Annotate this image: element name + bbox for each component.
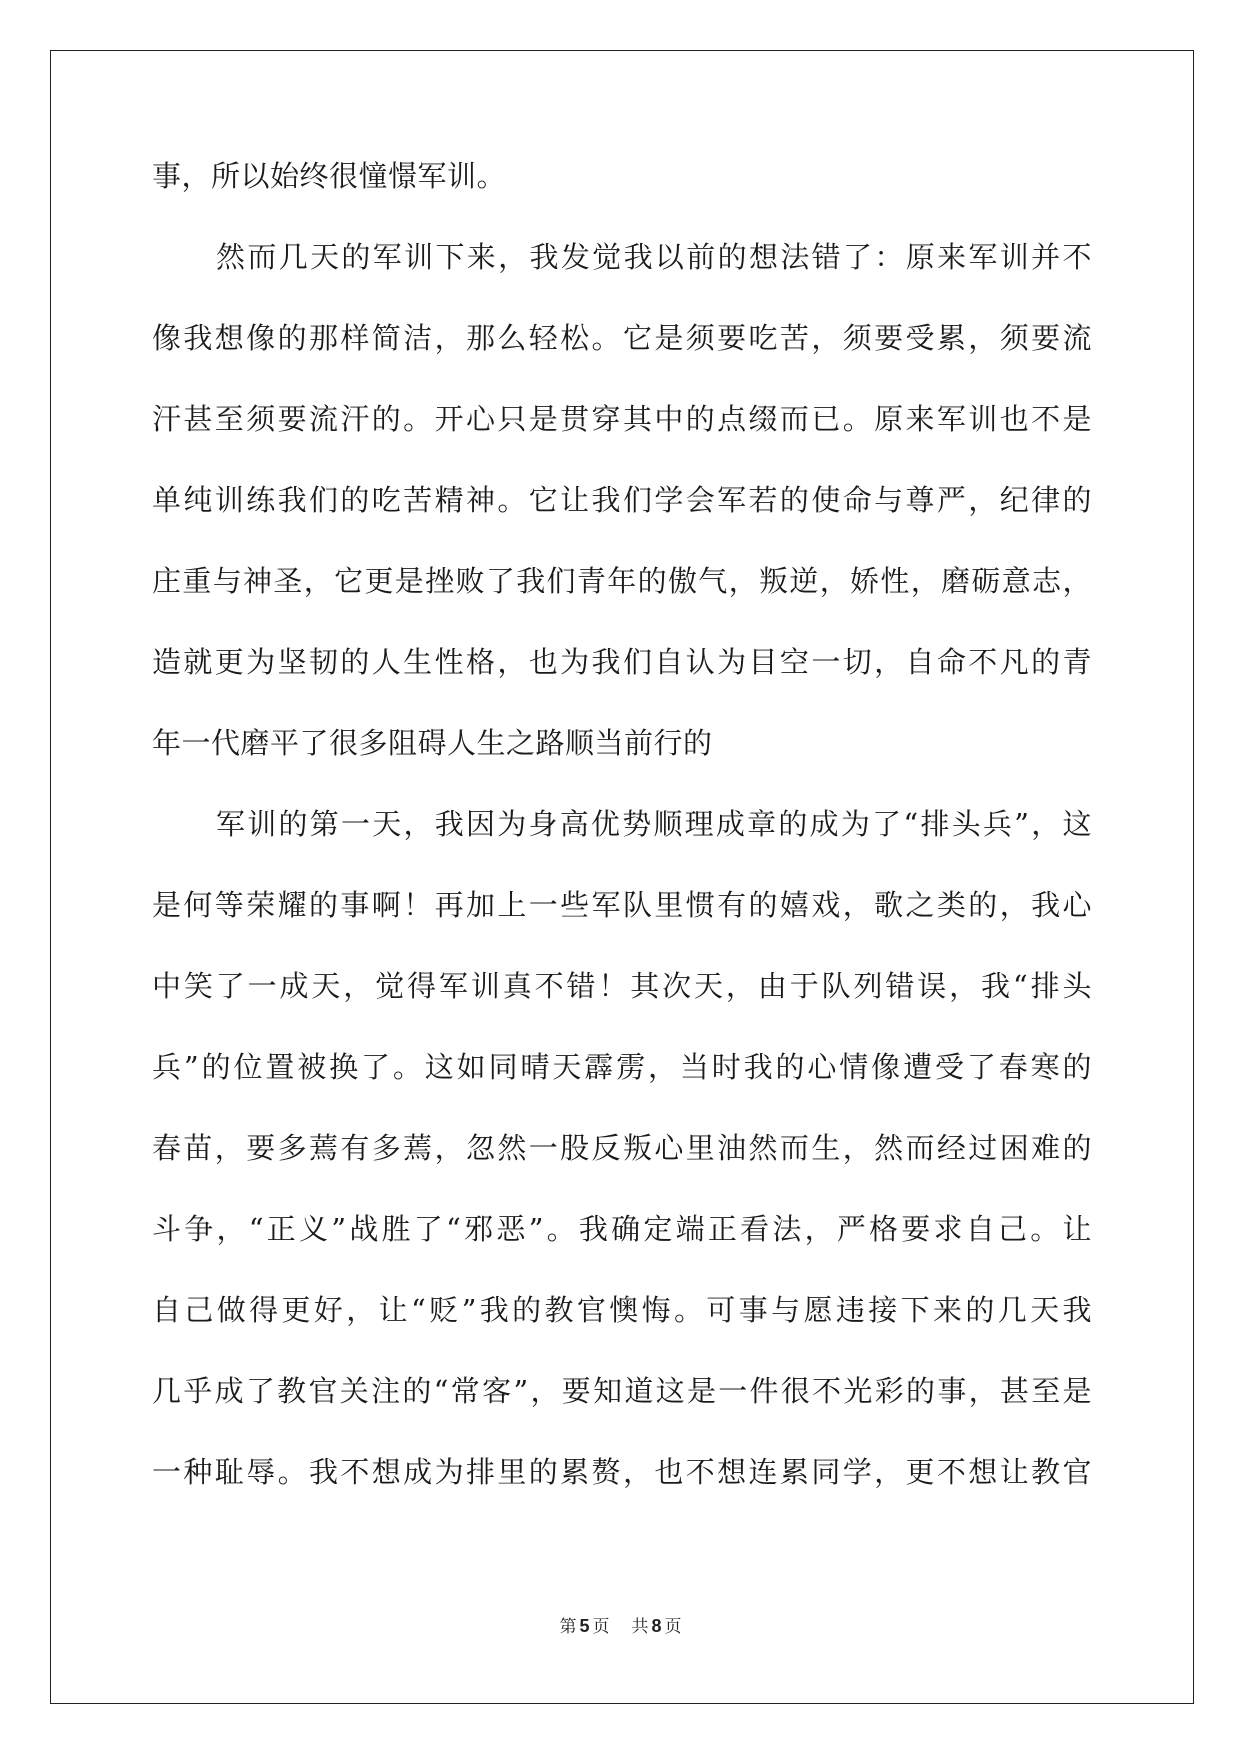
text-line: 庄重与神圣，它更是挫败了我们青年的傲气，叛逆，娇性，磨砺意志，: [152, 564, 1092, 598]
text-line: 造就更为坚韧的人生性格，也为我们自认为目空一切，自命不凡的青: [152, 645, 1092, 679]
text-line: 像我想像的那样简洁，那么轻松。它是须要吃苦，须要受累，须要流: [152, 321, 1092, 355]
text-line: 是何等荣耀的事啊！再加上一些军队里惯有的嬉戏，歌之类的，我心: [152, 888, 1092, 922]
text-line: 一种耻辱。我不想成为排里的累赘，也不想连累同学，更不想让教官: [152, 1455, 1092, 1489]
text-line: 斗争，“正义”战胜了“邪恶”。我确定端正看法，严格要求自己。让: [152, 1212, 1092, 1246]
current-page-number: 5: [579, 1616, 590, 1636]
text-line: 单纯训练我们的吃苦精神。它让我们学会军若的使命与尊严，纪律的: [152, 483, 1092, 517]
page-footer: [0, 1612, 1241, 1637]
text-line: 汗甚至须要流汗的。开心只是贯穿其中的点缀而已。原来军训也不是: [152, 402, 1092, 436]
text-line: 然而几天的军训下来，我发觉我以前的想法错了：原来军训并不: [216, 240, 1092, 274]
text-line: 军训的第一天，我因为身高优势顺理成章的成为了“排头兵”，这: [216, 807, 1092, 841]
text-line: 兵”的位置被换了。这如同晴天霹雳，当时我的心情像遭受了春寒的: [152, 1050, 1092, 1084]
text-line: 事，所以始终很憧憬军训。: [152, 159, 507, 193]
footer-page-suffix: 页: [592, 1617, 610, 1637]
text-line: 春苗，要多蔫有多蔫，忽然一股反叛心里油然而生，然而经过困难的: [152, 1131, 1092, 1165]
footer-prefix: 第: [559, 1617, 577, 1637]
footer-total-suffix: 页: [664, 1617, 682, 1637]
text-line: 自己做得更好，让“贬”我的教官懊悔。可事与愿违接下来的几天我: [152, 1293, 1092, 1327]
footer-total-prefix: 共: [631, 1617, 649, 1637]
text-line: 中笑了一成天，觉得军训真不错！其次天，由于队列错误，我“排头: [152, 969, 1092, 1003]
text-line: 几乎成了教官关注的“常客”，要知道这是一件很不光彩的事，甚至是: [152, 1374, 1092, 1408]
text-line: 年一代磨平了很多阻碍人生之路顺当前行的: [152, 726, 713, 760]
document-body: [152, 158, 1092, 1535]
total-pages-number: 8: [651, 1616, 662, 1636]
